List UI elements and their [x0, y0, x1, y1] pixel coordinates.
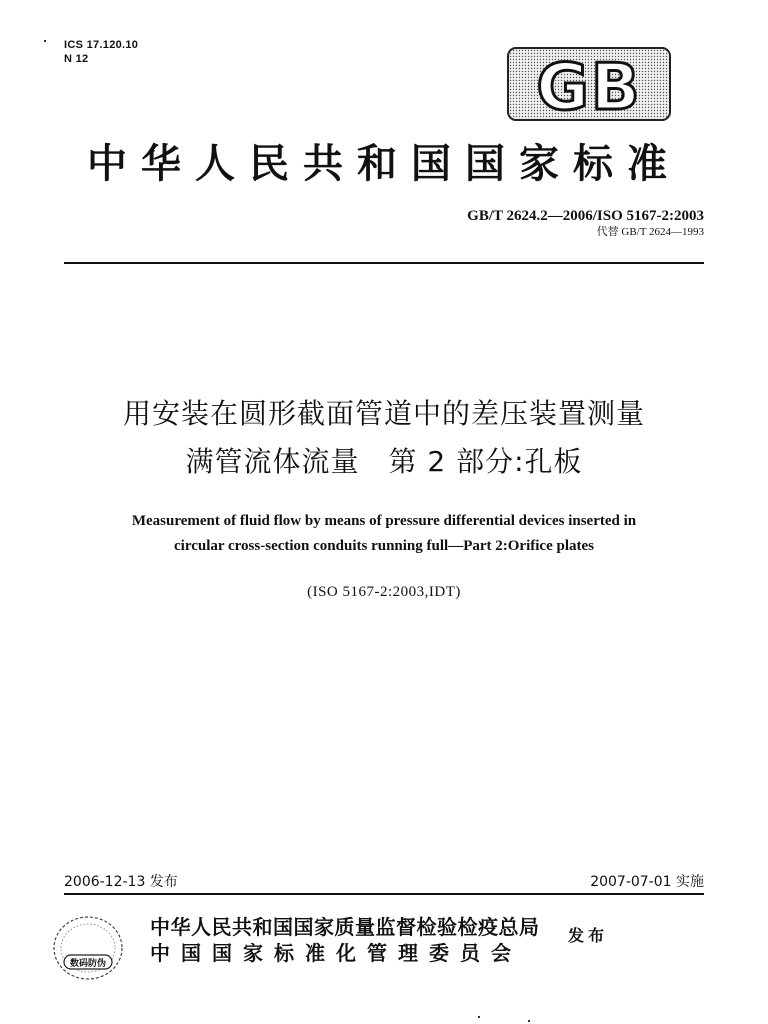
- english-title-line-2: circular cross-section conduits running full—Part 2:Orifice plates: [174, 538, 594, 554]
- ccs-code: N 12: [64, 53, 89, 65]
- national-standard-title: 中华人民共和国国家标准: [87, 140, 681, 187]
- standard-number: GB/T 2624.2—2006/ISO 5167-2:2003: [467, 208, 704, 224]
- chinese-title-line-2: 满管流体流量 第 2 部分:孔板: [185, 445, 583, 478]
- anti-counterfeit-seal: [50, 912, 126, 984]
- replaces-standard: 代替 GB/T 2624—1993: [596, 226, 704, 238]
- iso-reference: (ISO 5167-2:2003,IDT): [307, 584, 461, 600]
- scan-speck: [478, 1016, 480, 1018]
- gb-logo: [506, 46, 672, 122]
- issuer-sac: 中国国家标准化管理委员会: [150, 941, 522, 965]
- footer-divider: [64, 893, 704, 895]
- issuer-aqsiq: 中华人民共和国国家质量监督检验检疫总局: [150, 915, 540, 939]
- scan-speck: [528, 1020, 530, 1022]
- classification-codes: [64, 38, 138, 66]
- seal-text: 数码防伪: [69, 959, 107, 969]
- issue-date: 2006-12-13 发布: [64, 874, 178, 890]
- publish-label: 发布: [568, 926, 609, 945]
- scan-speck: [44, 40, 46, 42]
- ics-code: ICS 17.120.10: [64, 39, 139, 51]
- gb-logo-text: GB: [536, 51, 642, 122]
- header-divider: [64, 262, 704, 264]
- english-title-line-1: Measurement of fluid flow by means of pressure differential devices inserted in: [131, 513, 637, 529]
- effective-date: 2007-07-01 实施: [590, 874, 704, 890]
- chinese-title-line-1: 用安装在圆形截面管道中的差压装置测量: [122, 397, 645, 430]
- english-title: [40, 509, 728, 559]
